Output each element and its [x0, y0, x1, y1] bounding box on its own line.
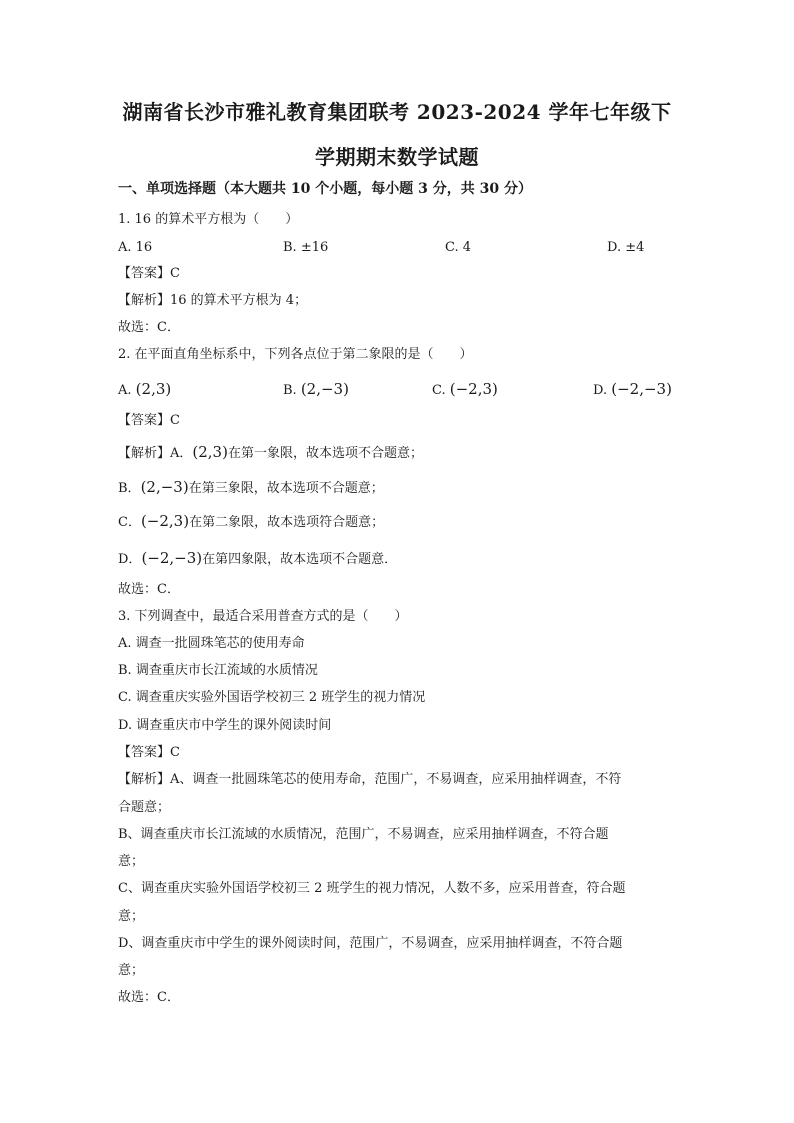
q2-conclusion: 故选：C．: [118, 582, 180, 597]
q2-analysis-c-text: 在第二象限，故本选项符合题意；: [189, 515, 385, 530]
q2-analysis-c-math: (−2,3): [140, 512, 190, 530]
q3-analysis-line7: D、调查重庆市中学生的课外阅读时间，范围广，不易调查，应采用抽样调查，不符合题: [118, 936, 623, 951]
q2-option-c-label: C.: [432, 383, 446, 398]
q3-analysis-line8: 意；: [118, 963, 145, 978]
q3-answer: 【答案】C: [118, 745, 180, 760]
q2-answer: 【答案】C: [118, 413, 180, 428]
q2-option-d-value: (−2,−3): [611, 380, 672, 398]
q3-analysis-line2: 合题意；: [118, 800, 171, 815]
q1-option-b: B. ±16: [283, 240, 329, 255]
q2-analysis-b-text: 在第三象限，故本选项不合题意；: [188, 481, 384, 496]
q2-analysis-a-math: (2,3): [192, 443, 228, 461]
q2-analysis-d-math: (−2,−3): [141, 549, 203, 567]
q2-option-c-value: (−2,3): [449, 380, 498, 398]
q2-analysis-a: [118, 443, 423, 463]
q1-option-a: A. 16: [118, 240, 153, 255]
q2-analysis-b-math: (2,−3): [140, 478, 189, 496]
q2-option-a: [118, 380, 171, 400]
q2-option-d: [593, 380, 672, 400]
q3-analysis-line3: B、调查重庆市长江流域的水质情况，范围广，不易调查，应采用抽样调查，不符合题: [118, 827, 609, 842]
q2-option-a-label: A.: [118, 383, 132, 398]
q2-analysis-b-prefix: B．: [118, 481, 141, 496]
q1-option-c: C. 4: [445, 240, 472, 255]
q2-analysis-c: [118, 512, 384, 532]
q2-analysis-a-prefix: 【解析】A．: [118, 446, 193, 461]
q1-option-d: D. ±4: [607, 240, 645, 255]
q1-stem: 1. 16 的算术平方根为（ ）: [118, 212, 299, 227]
q3-option-a: A. 调查一批圆珠笔芯的使用寿命: [118, 636, 305, 651]
q3-option-c: C. 调查重庆实验外国语学校初三 2 班学生的视力情况: [118, 690, 426, 705]
q3-option-b: B. 调查重庆市长江流域的水质情况: [118, 663, 318, 678]
q2-analysis-d: [118, 549, 397, 569]
q2-analysis-c-prefix: C．: [118, 515, 141, 530]
q2-option-a-value: (2,3): [135, 380, 172, 398]
section-heading: 一、单项选择题（本大题共 10 个小题，每小题 3 分，共 30 分）: [118, 181, 532, 197]
q3-option-d: D. 调查重庆市中学生的课外阅读时间: [118, 718, 332, 733]
q2-option-b-value: (2,−3): [300, 380, 349, 398]
q2-stem: 2. 在平面直角坐标系中，下列各点位于第二象限的是（ ）: [118, 347, 473, 362]
q2-option-c: [432, 380, 498, 400]
q1-conclusion: 故选：C．: [118, 320, 180, 335]
q2-analysis-d-prefix: D．: [118, 552, 142, 567]
q3-analysis-line5: C、调查重庆实验外国语学校初三 2 班学生的视力情况，人数不多，应采用普查，符合题: [118, 881, 626, 896]
q1-answer: 【答案】C: [118, 266, 180, 281]
doc-title-line2: 学期期末数学试题: [315, 145, 479, 169]
q1-analysis: 【解析】16 的算术平方根为 4；: [118, 293, 308, 308]
doc-title-line1: 湖南省长沙市雅礼教育集团联考 2023-2024 学年七年级下: [122, 100, 672, 124]
q3-conclusion: 故选：C．: [118, 990, 180, 1005]
q2-analysis-d-text: 在第四象限，故本选项不合题意．: [202, 552, 398, 567]
q3-analysis-line1: 【解析】A、调查一批圆珠笔芯的使用寿命，范围广，不易调查，应采用抽样调查，不符: [118, 772, 622, 787]
q3-analysis-line4: 意；: [118, 854, 145, 869]
q2-option-b-label: B.: [283, 383, 297, 398]
q2-option-b: [283, 380, 349, 400]
q2-analysis-b: [118, 478, 384, 498]
q3-analysis-line6: 意；: [118, 909, 145, 924]
q2-analysis-a-text: 在第一象限，故本选项不合题意；: [227, 446, 423, 461]
q2-option-d-label: D.: [593, 383, 608, 398]
q3-stem: 3. 下列调查中，最适合采用普查方式的是（ ）: [118, 609, 408, 624]
